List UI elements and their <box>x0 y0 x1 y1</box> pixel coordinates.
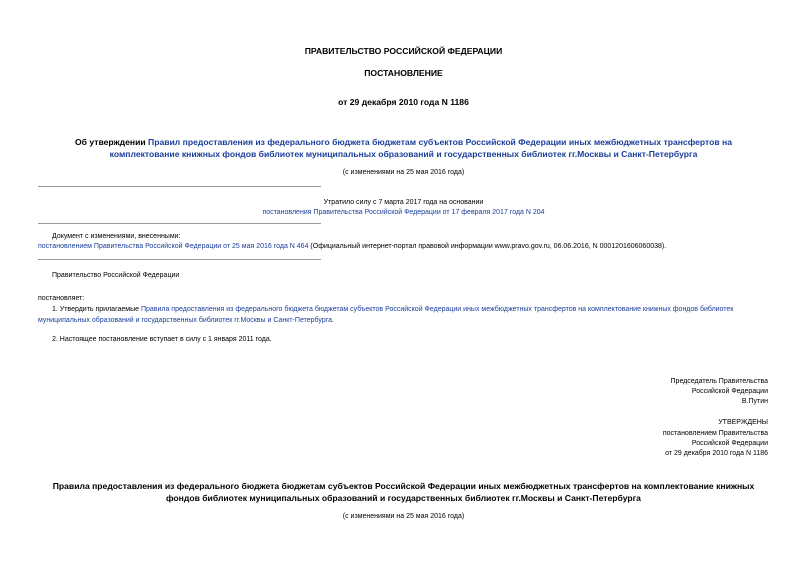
signature-position-1: Председатель Правительства <box>670 378 768 385</box>
expired-note: Утратило силу с 7 марта 2017 года на основании <box>323 199 484 206</box>
divider <box>38 259 321 260</box>
item-1-continued <box>38 317 334 324</box>
approved-label: УТВЕРЖДЕНЫ <box>718 419 768 426</box>
approved-line-4: от 29 декабря 2010 года N 1186 <box>665 450 768 457</box>
document-type: ПОСТАНОВЛЕНИЕ <box>364 68 443 78</box>
divider <box>38 223 321 224</box>
changes-line <box>38 243 666 250</box>
item-1-suffix: . <box>332 317 334 324</box>
document-date-number: от 29 декабря 2010 года N 1186 <box>338 97 469 107</box>
title-link-continued[interactable]: комплектование книжных фондов библиотек муниципальных образований и государственных библиотек гг.Москвы и Санкт-Петербурга <box>109 149 698 159</box>
edition-note: (с изменениями на 25 мая 2016 года) <box>342 169 465 176</box>
item-1 <box>52 306 733 313</box>
item-2: 2. Настоящее постановление вступает в силу с 1 января 2011 года. <box>52 336 272 343</box>
title-link[interactable]: Правил предоставления из федерального бюджета бюджетам субъектов Российской Федерации иных межбюджетных трансфертов на <box>148 137 732 147</box>
approved-line-2: постановлением Правительства <box>662 430 768 437</box>
decrees-text: постановляет: <box>38 295 85 302</box>
approved-line-3: Российской Федерации <box>691 440 768 447</box>
body-government: Правительство Российской Федерации <box>52 272 180 279</box>
rules-title-line-1: Правила предоставления из федерального бюджета бюджетам субъектов Российской Федерации иных межбюджетных трансфертов на комплектование книжных <box>52 481 755 491</box>
changes-link[interactable]: постановлением Правительства Российской Федерации от 25 мая 2016 года N 464 <box>38 243 309 250</box>
divider <box>38 186 321 187</box>
signature-name: В.Путин <box>741 398 768 405</box>
signature-position-2: Российской Федерации <box>691 388 768 395</box>
item-1-prefix: 1. Утвердить прилагаемые <box>52 306 141 313</box>
changes-source: (Официальный интернет-портал правовой информации www.pravo.gov.ru, 06.06.2016, N 0001201606060038). <box>308 243 667 250</box>
government-heading: ПРАВИТЕЛЬСТВО РОССИЙСКОЙ ФЕДЕРАЦИИ <box>304 46 503 56</box>
changes-label: Документ с изменениями, внесенными: <box>52 233 181 240</box>
item-1-link-continued[interactable]: муниципальных образований и государственных библиотек гг.Москвы и Санкт-Петербурга <box>38 317 332 324</box>
item-1-link[interactable]: Правила предоставления из федерального бюджета бюджетам субъектов Российской Федерации иных межбюджетных трансфертов на комплектование книжных фондов библиотек <box>140 306 734 313</box>
rules-title-line-2: фондов библиотек муниципальных образований и государственных библиотек гг.Москвы и Санкт-Петербурга <box>166 493 641 503</box>
rules-edition-note: (с изменениями на 25 мая 2016 года) <box>342 513 465 520</box>
title-prefix: Об утверждении <box>75 137 149 147</box>
expired-link[interactable]: постановления Правительства Российской Федерации от 17 февраля 2017 года N 204 <box>262 209 545 216</box>
